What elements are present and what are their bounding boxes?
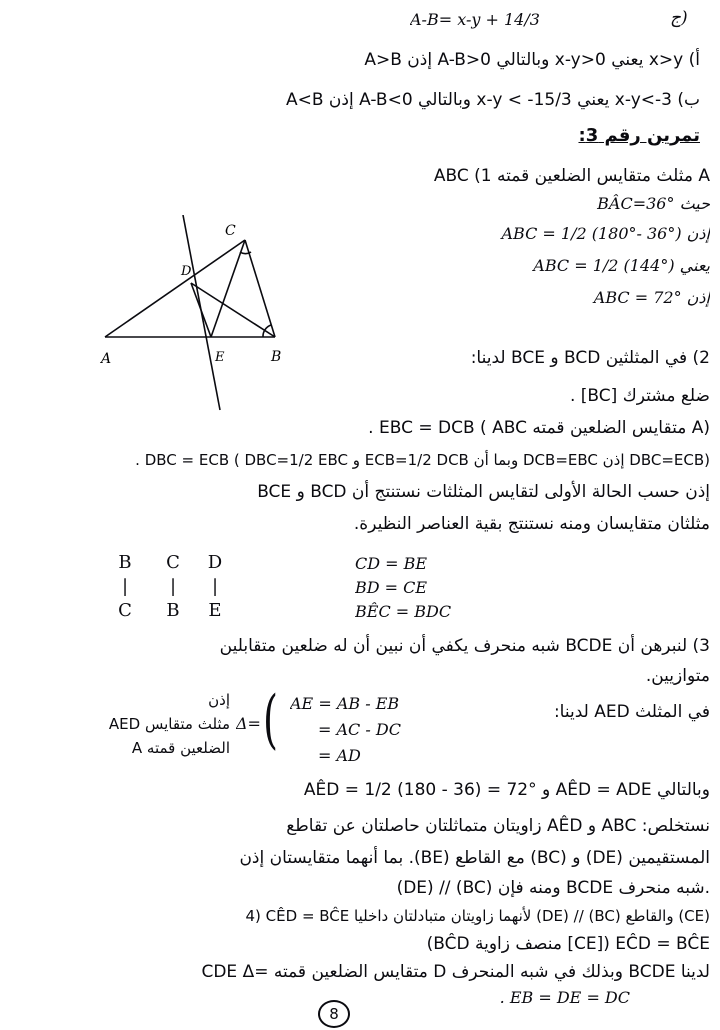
q2-line1: 2) في المثلثين BCD و BCE لدينا: bbox=[470, 348, 710, 368]
q3-delta: Δ= bbox=[236, 714, 261, 733]
q1-line4: يعني ABC = 1/2 (144°) bbox=[533, 256, 710, 275]
angle-mark-c bbox=[240, 252, 251, 254]
q2-line5: إذن حسب الحالة الأولى لتقايس المثلثات نستنتج أن BCD و BCE bbox=[257, 482, 710, 502]
corr-bar-1: | bbox=[121, 576, 129, 597]
part-j-badge: ج) bbox=[670, 8, 688, 28]
side-cb bbox=[245, 240, 275, 337]
corr-top-2: C bbox=[166, 552, 180, 573]
part-j-equation: A-B= x-y + 14/3 bbox=[410, 10, 540, 29]
label-e: E bbox=[215, 350, 225, 365]
q1-line1: ABC (1 مثلث متقايس الضلعين قمته A bbox=[433, 166, 710, 186]
corr-top-3: D bbox=[207, 552, 223, 573]
segment-bd bbox=[191, 283, 275, 337]
q3-line6: المستقيمين (DE) و (BC) مع القاطع (BE). بما أنهما متقايستان إذن bbox=[239, 848, 710, 868]
q2-line6: مثلثان متقايسان ومنه نستنتج بقية العناصر النظيرة. bbox=[353, 514, 710, 534]
q2-line2: . [BC] ضلع مشترك bbox=[569, 386, 710, 406]
triangle-figure bbox=[95, 215, 315, 415]
q3-line8: 4) CÊD = BĈE لأنهما زاويتان متبادلتان داخليا (DE) // (BC) والقاطع (CE) bbox=[245, 907, 710, 925]
q3-conclusion-3: الضلعين قمته A bbox=[131, 739, 230, 757]
q3-line3: في المثلث AED لدينا: bbox=[553, 702, 710, 722]
corr-bottom-3: E bbox=[208, 600, 222, 621]
corr-eq-2: BD = CE bbox=[355, 578, 428, 597]
q2-line3: . EBC = DCB ( ABC متقايس الضلعين قمته A) bbox=[368, 418, 710, 438]
corr-bar-3: | bbox=[211, 576, 219, 597]
q1-line3: إذن ABC = 1/2 (180°- 36°) bbox=[501, 224, 710, 243]
exercise-title: تمرين رقم 3: bbox=[578, 125, 700, 146]
bisector-line bbox=[183, 215, 220, 410]
q3-conclusion-1: إذن bbox=[208, 691, 230, 709]
q3-line1: 3) لنبرهن أن BCDE شبه منحرف يكفي أن نبين أن له ضلعين متقابلين bbox=[219, 636, 710, 656]
side-ab bbox=[105, 240, 245, 337]
q3-conclusion-2: AED مثلث متقايس bbox=[108, 715, 230, 733]
q3-line10: CDE Δ= متقايس الضلعين قمته D وبذلك في شبه المنحرف BCDE لدينا bbox=[201, 962, 710, 982]
corr-eq-3: BÊC = BDC bbox=[355, 602, 452, 621]
q3-line5: نستخلص: ABC و AÊD زاويتان متماثلتان حاصلتان عن تقاطع bbox=[286, 816, 710, 836]
q1-line5: إذن ABC = 72° bbox=[593, 288, 710, 307]
system-brace: ( bbox=[262, 683, 278, 757]
line-part-b: ب) x-y<-3 يعني x-y < -15/3 وبالتالي A-B<0 إذن A<B bbox=[285, 90, 700, 110]
q3-line4: وبالتالي AÊD = ADE و AÊD = 1/2 (180 - 36) = 72° bbox=[303, 780, 710, 800]
q3-system-3: = AD bbox=[318, 746, 361, 765]
q3-line2: متوازيين. bbox=[645, 666, 710, 686]
q3-system-2: = AC - DC bbox=[318, 720, 401, 739]
q3-system-1: AE = AB - EB bbox=[290, 694, 400, 713]
line-part-a: أ) x>y يعني x-y>0 وبالتالي A-B>0 إذن A>B bbox=[364, 50, 700, 70]
q1-line2: حيث BÂC=36° bbox=[597, 194, 710, 213]
page-number: 8 bbox=[318, 1000, 350, 1028]
corr-bottom-1: C bbox=[118, 600, 132, 621]
label-c: C bbox=[225, 223, 236, 239]
corr-bar-2: | bbox=[169, 576, 177, 597]
corr-bottom-2: B bbox=[166, 600, 180, 621]
segment-ce bbox=[211, 240, 245, 337]
corr-top-1: B bbox=[118, 552, 132, 573]
label-d: D bbox=[181, 264, 192, 279]
q2-line4: . DBC = ECB ( DBC=1/2 EBC و ECB=1/2 DCB وبما أن DCB=EBC إذن DBC=ECB) bbox=[135, 451, 710, 469]
label-a: A bbox=[101, 351, 112, 367]
q3-line9: (BĈD منصف زاوية [CE]) EĈD = BĈE bbox=[426, 934, 710, 954]
label-b: B bbox=[271, 349, 282, 365]
q3-line7: (DE) // (BC) ومنه فإن BCDE شبه منحرف. bbox=[396, 878, 710, 898]
corr-eq-1: CD = BE bbox=[355, 554, 428, 573]
q3-line11: . EB = DE = DC bbox=[499, 988, 630, 1007]
